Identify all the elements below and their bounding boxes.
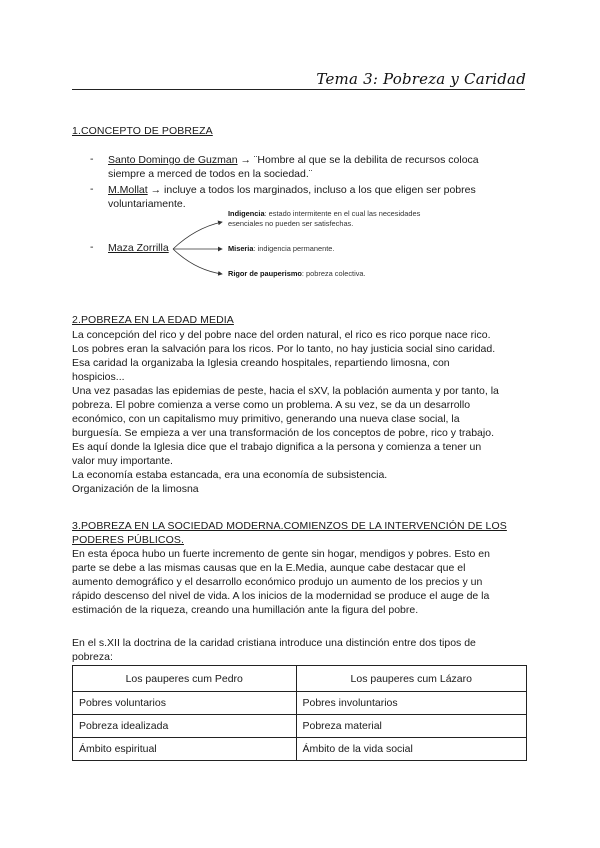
text-line: burguesía. Se empieza a ver una transformación de los conceptos de pobre, rico y trabajo. — [72, 427, 494, 439]
note-term: Rigor de pauperismo — [228, 269, 302, 278]
header-rule — [72, 89, 525, 90]
text-line: rápido descenso del nivel de vida. A los inicios de la modernidad se produce el auge de la — [72, 590, 490, 602]
note-desc: : estado intermitente en el cual las necesidades — [264, 209, 421, 218]
text-line: pobreza. El pobre comienza a verse como un problema. A su vez, se da un desarrollo — [72, 399, 471, 411]
table-cell: Pobres involuntarios — [296, 692, 527, 715]
arrow-to-pauperismo — [173, 249, 222, 274]
text-line: aumento demográfico y el desarrollo económico produjo un aumento de los precios y un — [72, 576, 483, 588]
arrow-to-indigencia — [173, 222, 222, 249]
bullet-dash: - — [90, 241, 94, 253]
section-3-heading — [72, 519, 542, 547]
text-line: En el s.XII la doctrina de la caridad cristiana introduce una distinción entre dos tipos de — [72, 637, 476, 649]
note-indigencia — [228, 209, 468, 228]
note-desc: esenciales no pueden ser satisfechas. — [228, 218, 354, 228]
branch-arrows-diagram — [170, 218, 230, 280]
author-name: M.Mollat — [108, 184, 148, 196]
text-line: parte se debe a las mismas causas que en la E.Media, aunque cabe destacar que el — [72, 562, 466, 574]
table-header-row — [73, 666, 527, 692]
text-line: Esa caridad la organizaba la Iglesia creando hospitales, repartiendo limosna, con — [72, 357, 450, 369]
definition-line: voluntariamente. — [108, 198, 186, 210]
page-title: Tema 3: Pobreza y Caridad — [316, 70, 526, 88]
text-line: Una vez pasadas las epidemias de peste, hacia el sXV, la población aumenta y por tanto, la — [72, 385, 499, 397]
author-name: Maza Zorrilla — [108, 242, 169, 254]
section-3-intro — [72, 636, 532, 664]
note-desc: : indigencia permanente. — [253, 244, 335, 253]
table-cell: Pobreza idealizada — [73, 715, 297, 738]
table-row — [73, 738, 527, 761]
section-1-heading: 1.CONCEPTO DE POBREZA — [72, 125, 213, 137]
arrow: → — [237, 154, 254, 166]
arrow: → — [147, 184, 165, 196]
text-line: Organización de la limosna — [72, 483, 199, 495]
table-header-cell: Los pauperes cum Lázaro — [296, 666, 527, 692]
bullet-santo-domingo — [108, 153, 518, 181]
heading-line: 3.POBREZA EN LA SOCIEDAD MODERNA.COMIENZOS DE LA INTERVENCIÓN DE LOS — [72, 520, 507, 532]
quote-line: siempre a merced de todos en la sociedad.¨ — [108, 168, 313, 180]
text-line: pobreza: — [72, 651, 113, 663]
heading-line: PODERES PÚBLICOS. — [72, 534, 184, 546]
bullet-dash: - — [90, 153, 94, 165]
text-line: estimación de la riqueza, creando una humillación ante la figura del pobre. — [72, 604, 419, 616]
table-cell: Pobres voluntarios — [73, 692, 297, 715]
text-line: Es aquí donde la Iglesia dice que el trabajo dignifica a la persona y comienza a tener un — [72, 441, 482, 453]
note-miseria — [228, 244, 468, 254]
pauperes-comparison-table — [72, 665, 527, 761]
quote-line: ¨Hombre al que se la debilita de recursos coloca — [253, 154, 479, 166]
text-line: La concepción del rico y del pobre nace del orden natural, el rico es rico porque nace rico. — [72, 329, 491, 341]
table-row — [73, 715, 527, 738]
text-line: hospicios... — [72, 371, 125, 383]
table-cell: Ámbito espiritual — [73, 738, 297, 761]
text-line: económico, con un capitalismo muy primitivo, generando una nueva clase social, la — [72, 413, 460, 425]
text-line: valor muy importante. — [72, 455, 173, 467]
note-desc: : pobreza colectiva. — [301, 269, 366, 278]
author-name: Santo Domingo de Guzman — [108, 154, 238, 166]
section-2-heading: 2.POBREZA EN LA EDAD MEDIA — [72, 314, 234, 326]
text-line: En esta época hubo un fuerte incremento de gente sin hogar, mendigos y pobres. Esto en — [72, 548, 490, 560]
table-row — [73, 692, 527, 715]
note-pauperismo — [228, 269, 468, 279]
table-cell: Ámbito de la vida social — [296, 738, 527, 761]
text-line: Los pobres eran la salvación para los ricos. Por lo tanto, no hay justicia social sino caridad. — [72, 343, 496, 355]
table-cell: Pobreza material — [296, 715, 527, 738]
section-3-body — [72, 547, 532, 617]
note-term: Indigencia — [228, 209, 265, 218]
bullet-mollat — [108, 183, 518, 211]
note-term: Miseria — [228, 244, 254, 253]
section-2-body — [72, 328, 532, 496]
table-header-cell: Los pauperes cum Pedro — [73, 666, 297, 692]
text-line: La economía estaba estancada, era una economía de subsistencia. — [72, 469, 388, 481]
bullet-dash: - — [90, 183, 94, 195]
definition-line: incluye a todos los marginados, incluso a los que eligen ser pobres — [164, 184, 476, 196]
